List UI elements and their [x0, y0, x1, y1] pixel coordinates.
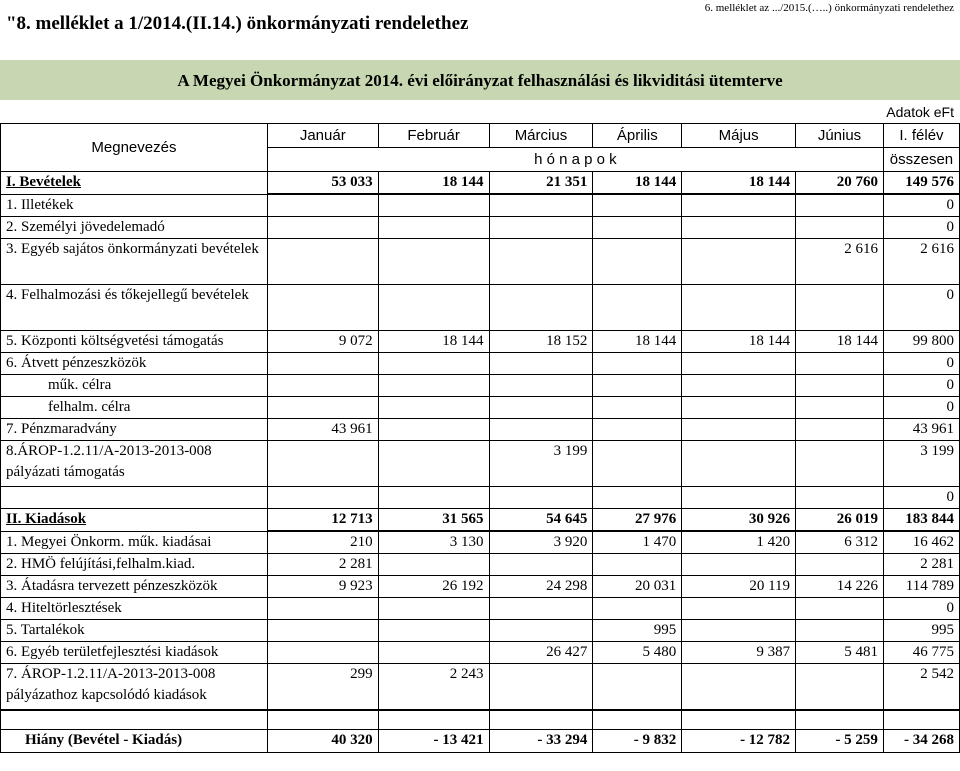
month-value	[796, 217, 884, 239]
row-label: 2. Személyi jövedelemadó	[1, 217, 268, 239]
table-row	[1, 554, 960, 576]
month-value: 2 616	[796, 239, 884, 285]
month-value	[489, 620, 593, 642]
table-row	[1, 487, 960, 509]
month-value: 20 760	[796, 172, 884, 195]
month-value	[489, 217, 593, 239]
month-value	[593, 194, 682, 217]
total-value: - 34 268	[883, 730, 959, 753]
month-value	[489, 194, 593, 217]
month-value	[378, 419, 489, 441]
month-value	[489, 353, 593, 375]
month-value	[796, 441, 884, 487]
month-value	[489, 239, 593, 285]
total-value: 0	[883, 285, 959, 331]
table-row	[1, 664, 960, 711]
total-value: 43 961	[883, 419, 959, 441]
month-value	[682, 285, 796, 331]
total-value: 0	[883, 598, 959, 620]
total-value: 114 789	[883, 576, 959, 598]
table-row	[1, 531, 960, 554]
page-title: A Megyei Önkormányzat 2014. évi előirányzat felhasználási és likviditási ütemterve	[177, 71, 783, 90]
month-value	[267, 397, 378, 419]
table-row	[1, 217, 960, 239]
table-row	[1, 441, 960, 487]
row-label: 6. Egyéb területfejlesztési kiadások	[1, 642, 268, 664]
month-value: 30 926	[682, 509, 796, 532]
month-value	[682, 487, 796, 509]
month-value	[489, 397, 593, 419]
total-value: 3 199	[883, 441, 959, 487]
month-value	[378, 620, 489, 642]
month-value	[593, 217, 682, 239]
month-value	[267, 620, 378, 642]
unit-label: Adatok eFt	[886, 104, 954, 120]
table-row	[1, 194, 960, 217]
total-value: 0	[883, 397, 959, 419]
month-value	[378, 375, 489, 397]
row-label: 5. Tartalékok	[1, 620, 268, 642]
row-label: 3. Átadásra tervezett pénzeszközök	[1, 576, 268, 598]
annex-reference: 6. melléklet az .../2015.(…..) önkormányzati rendelethez	[704, 2, 954, 14]
month-value	[378, 194, 489, 217]
row-label	[1, 487, 268, 509]
total-value: 0	[883, 194, 959, 217]
month-value: 3 199	[489, 441, 593, 487]
table-row	[1, 598, 960, 620]
row-label: 8.ÁROP-1.2.11/A-2013-2013-008 pályázati támogatás	[1, 441, 268, 487]
month-value	[682, 419, 796, 441]
total-value: 0	[883, 487, 959, 509]
table-body	[1, 172, 960, 753]
row-label: 1. Illetékek	[1, 194, 268, 217]
row-label: Hiány (Bevétel - Kiadás)	[1, 730, 268, 753]
month-value: 9 923	[267, 576, 378, 598]
col-header-months-group: h ó n a p o k	[267, 148, 883, 172]
month-value	[378, 217, 489, 239]
month-value: 20 031	[593, 576, 682, 598]
table-row	[1, 509, 960, 532]
month-value: 3 920	[489, 531, 593, 554]
month-value	[593, 664, 682, 711]
table-row	[1, 331, 960, 353]
month-value: 18 144	[682, 172, 796, 195]
month-value	[378, 554, 489, 576]
month-value	[378, 353, 489, 375]
row-label: 4. Hiteltörlesztések	[1, 598, 268, 620]
col-header-month: Március	[489, 124, 593, 148]
month-value: 18 152	[489, 331, 593, 353]
month-value	[593, 375, 682, 397]
month-value	[682, 217, 796, 239]
col-header-month: Február	[378, 124, 489, 148]
month-value	[489, 375, 593, 397]
table-row	[1, 375, 960, 397]
total-value: 2 281	[883, 554, 959, 576]
month-value	[593, 285, 682, 331]
month-value: 995	[593, 620, 682, 642]
table-row	[1, 710, 960, 730]
month-value	[267, 285, 378, 331]
month-value: 40 320	[267, 730, 378, 753]
month-value	[267, 375, 378, 397]
month-value: 18 144	[378, 172, 489, 195]
month-value	[489, 664, 593, 711]
month-value	[593, 710, 682, 730]
month-value: 20 119	[682, 576, 796, 598]
row-label: felhalm. célra	[1, 397, 268, 419]
month-value	[593, 419, 682, 441]
month-value	[796, 419, 884, 441]
month-value: 26 427	[489, 642, 593, 664]
month-value: 5 480	[593, 642, 682, 664]
month-value: 54 645	[489, 509, 593, 532]
month-value	[682, 710, 796, 730]
month-value	[796, 285, 884, 331]
month-value: 1 420	[682, 531, 796, 554]
month-value	[682, 375, 796, 397]
month-value	[682, 441, 796, 487]
row-label: 7. Pénzmaradvány	[1, 419, 268, 441]
col-header-total: I. félév	[883, 124, 959, 148]
month-value	[593, 353, 682, 375]
month-value: 26 192	[378, 576, 489, 598]
month-value	[378, 397, 489, 419]
total-value: 149 576	[883, 172, 959, 195]
month-value	[378, 239, 489, 285]
month-value	[593, 239, 682, 285]
table-row	[1, 730, 960, 753]
month-value	[378, 710, 489, 730]
total-value: 46 775	[883, 642, 959, 664]
month-value	[489, 285, 593, 331]
month-value	[682, 194, 796, 217]
month-value	[489, 710, 593, 730]
month-value: 27 976	[593, 509, 682, 532]
month-value: 18 144	[378, 331, 489, 353]
table-row	[1, 172, 960, 195]
month-value: 26 019	[796, 509, 884, 532]
row-label	[1, 710, 268, 730]
col-header-month: Június	[796, 124, 884, 148]
annex-title: "8. melléklet a 1/2014.(II.14.) önkormányzati rendelethez	[6, 13, 469, 34]
table-row	[1, 419, 960, 441]
month-value: 299	[267, 664, 378, 711]
month-value: 53 033	[267, 172, 378, 195]
total-value: 0	[883, 353, 959, 375]
month-value	[796, 353, 884, 375]
month-value	[378, 487, 489, 509]
total-value: 16 462	[883, 531, 959, 554]
month-value: - 33 294	[489, 730, 593, 753]
month-value: 18 144	[593, 172, 682, 195]
month-value	[593, 554, 682, 576]
month-value	[682, 598, 796, 620]
month-value: 3 130	[378, 531, 489, 554]
table-row	[1, 642, 960, 664]
month-value	[796, 710, 884, 730]
month-value: 2 243	[378, 664, 489, 711]
month-value	[796, 598, 884, 620]
month-value: 6 312	[796, 531, 884, 554]
month-value	[682, 397, 796, 419]
month-value: - 9 832	[593, 730, 682, 753]
month-value	[267, 441, 378, 487]
month-value	[378, 285, 489, 331]
month-value	[796, 487, 884, 509]
month-value: 9 387	[682, 642, 796, 664]
month-value	[267, 194, 378, 217]
month-value	[796, 375, 884, 397]
row-label: 4. Felhalmozási és tőkejellegű bevételek	[1, 285, 268, 331]
month-value	[593, 598, 682, 620]
month-value: 210	[267, 531, 378, 554]
month-value: 2 281	[267, 554, 378, 576]
month-value	[593, 487, 682, 509]
col-header-month: Május	[682, 124, 796, 148]
month-value: 21 351	[489, 172, 593, 195]
month-value	[593, 441, 682, 487]
month-value	[267, 642, 378, 664]
month-value	[267, 598, 378, 620]
month-value	[267, 487, 378, 509]
month-value: 1 470	[593, 531, 682, 554]
total-value: 99 800	[883, 331, 959, 353]
month-value	[378, 441, 489, 487]
month-value: 18 144	[682, 331, 796, 353]
month-value: 31 565	[378, 509, 489, 532]
total-value: 183 844	[883, 509, 959, 532]
month-value: 14 226	[796, 576, 884, 598]
total-value	[883, 710, 959, 730]
month-value	[682, 554, 796, 576]
month-value	[796, 620, 884, 642]
col-header-total-sub: összesen	[883, 148, 959, 172]
total-value: 0	[883, 217, 959, 239]
row-label: 6. Átvett pénzeszközök	[1, 353, 268, 375]
month-value	[489, 419, 593, 441]
month-value: - 12 782	[682, 730, 796, 753]
month-value: 18 144	[593, 331, 682, 353]
month-value	[796, 664, 884, 711]
row-label: II. Kiadások	[1, 509, 268, 532]
month-value: - 13 421	[378, 730, 489, 753]
month-value	[796, 397, 884, 419]
month-value: 18 144	[796, 331, 884, 353]
month-value	[593, 397, 682, 419]
row-label: műk. célra	[1, 375, 268, 397]
col-header-month: Január	[267, 124, 378, 148]
budget-table	[0, 123, 960, 753]
month-value: 9 072	[267, 331, 378, 353]
month-value: 24 298	[489, 576, 593, 598]
row-label: 7. ÁROP-1.2.11/A-2013-2013-008 pályázathoz kapcsolódó kiadások	[1, 664, 268, 711]
row-label: 1. Megyei Önkorm. műk. kiadásai	[1, 531, 268, 554]
month-value	[489, 598, 593, 620]
month-value	[682, 664, 796, 711]
month-value	[378, 598, 489, 620]
col-header-name: Megnevezés	[1, 124, 268, 172]
table-row	[1, 353, 960, 375]
table-row	[1, 576, 960, 598]
month-value: 43 961	[267, 419, 378, 441]
col-header-month: Április	[593, 124, 682, 148]
table-row	[1, 397, 960, 419]
month-value	[267, 239, 378, 285]
month-value: 12 713	[267, 509, 378, 532]
month-value	[267, 710, 378, 730]
total-value: 2 616	[883, 239, 959, 285]
month-value: 5 481	[796, 642, 884, 664]
month-value	[796, 194, 884, 217]
row-label: 2. HMÖ felújítási,felhalm.kiad.	[1, 554, 268, 576]
table-row	[1, 239, 960, 285]
month-value	[378, 642, 489, 664]
month-value	[489, 554, 593, 576]
row-label: 5. Központi költségvetési támogatás	[1, 331, 268, 353]
month-value	[682, 353, 796, 375]
table-row	[1, 620, 960, 642]
month-value	[796, 554, 884, 576]
row-label: 3. Egyéb sajátos önkormányzati bevételek	[1, 239, 268, 285]
month-value	[682, 239, 796, 285]
month-value	[489, 487, 593, 509]
month-value	[267, 217, 378, 239]
total-value: 2 542	[883, 664, 959, 711]
table-row	[1, 285, 960, 331]
row-label: I. Bevételek	[1, 172, 268, 195]
month-value: - 5 259	[796, 730, 884, 753]
month-value	[682, 620, 796, 642]
total-value: 0	[883, 375, 959, 397]
total-value: 995	[883, 620, 959, 642]
month-value	[267, 353, 378, 375]
